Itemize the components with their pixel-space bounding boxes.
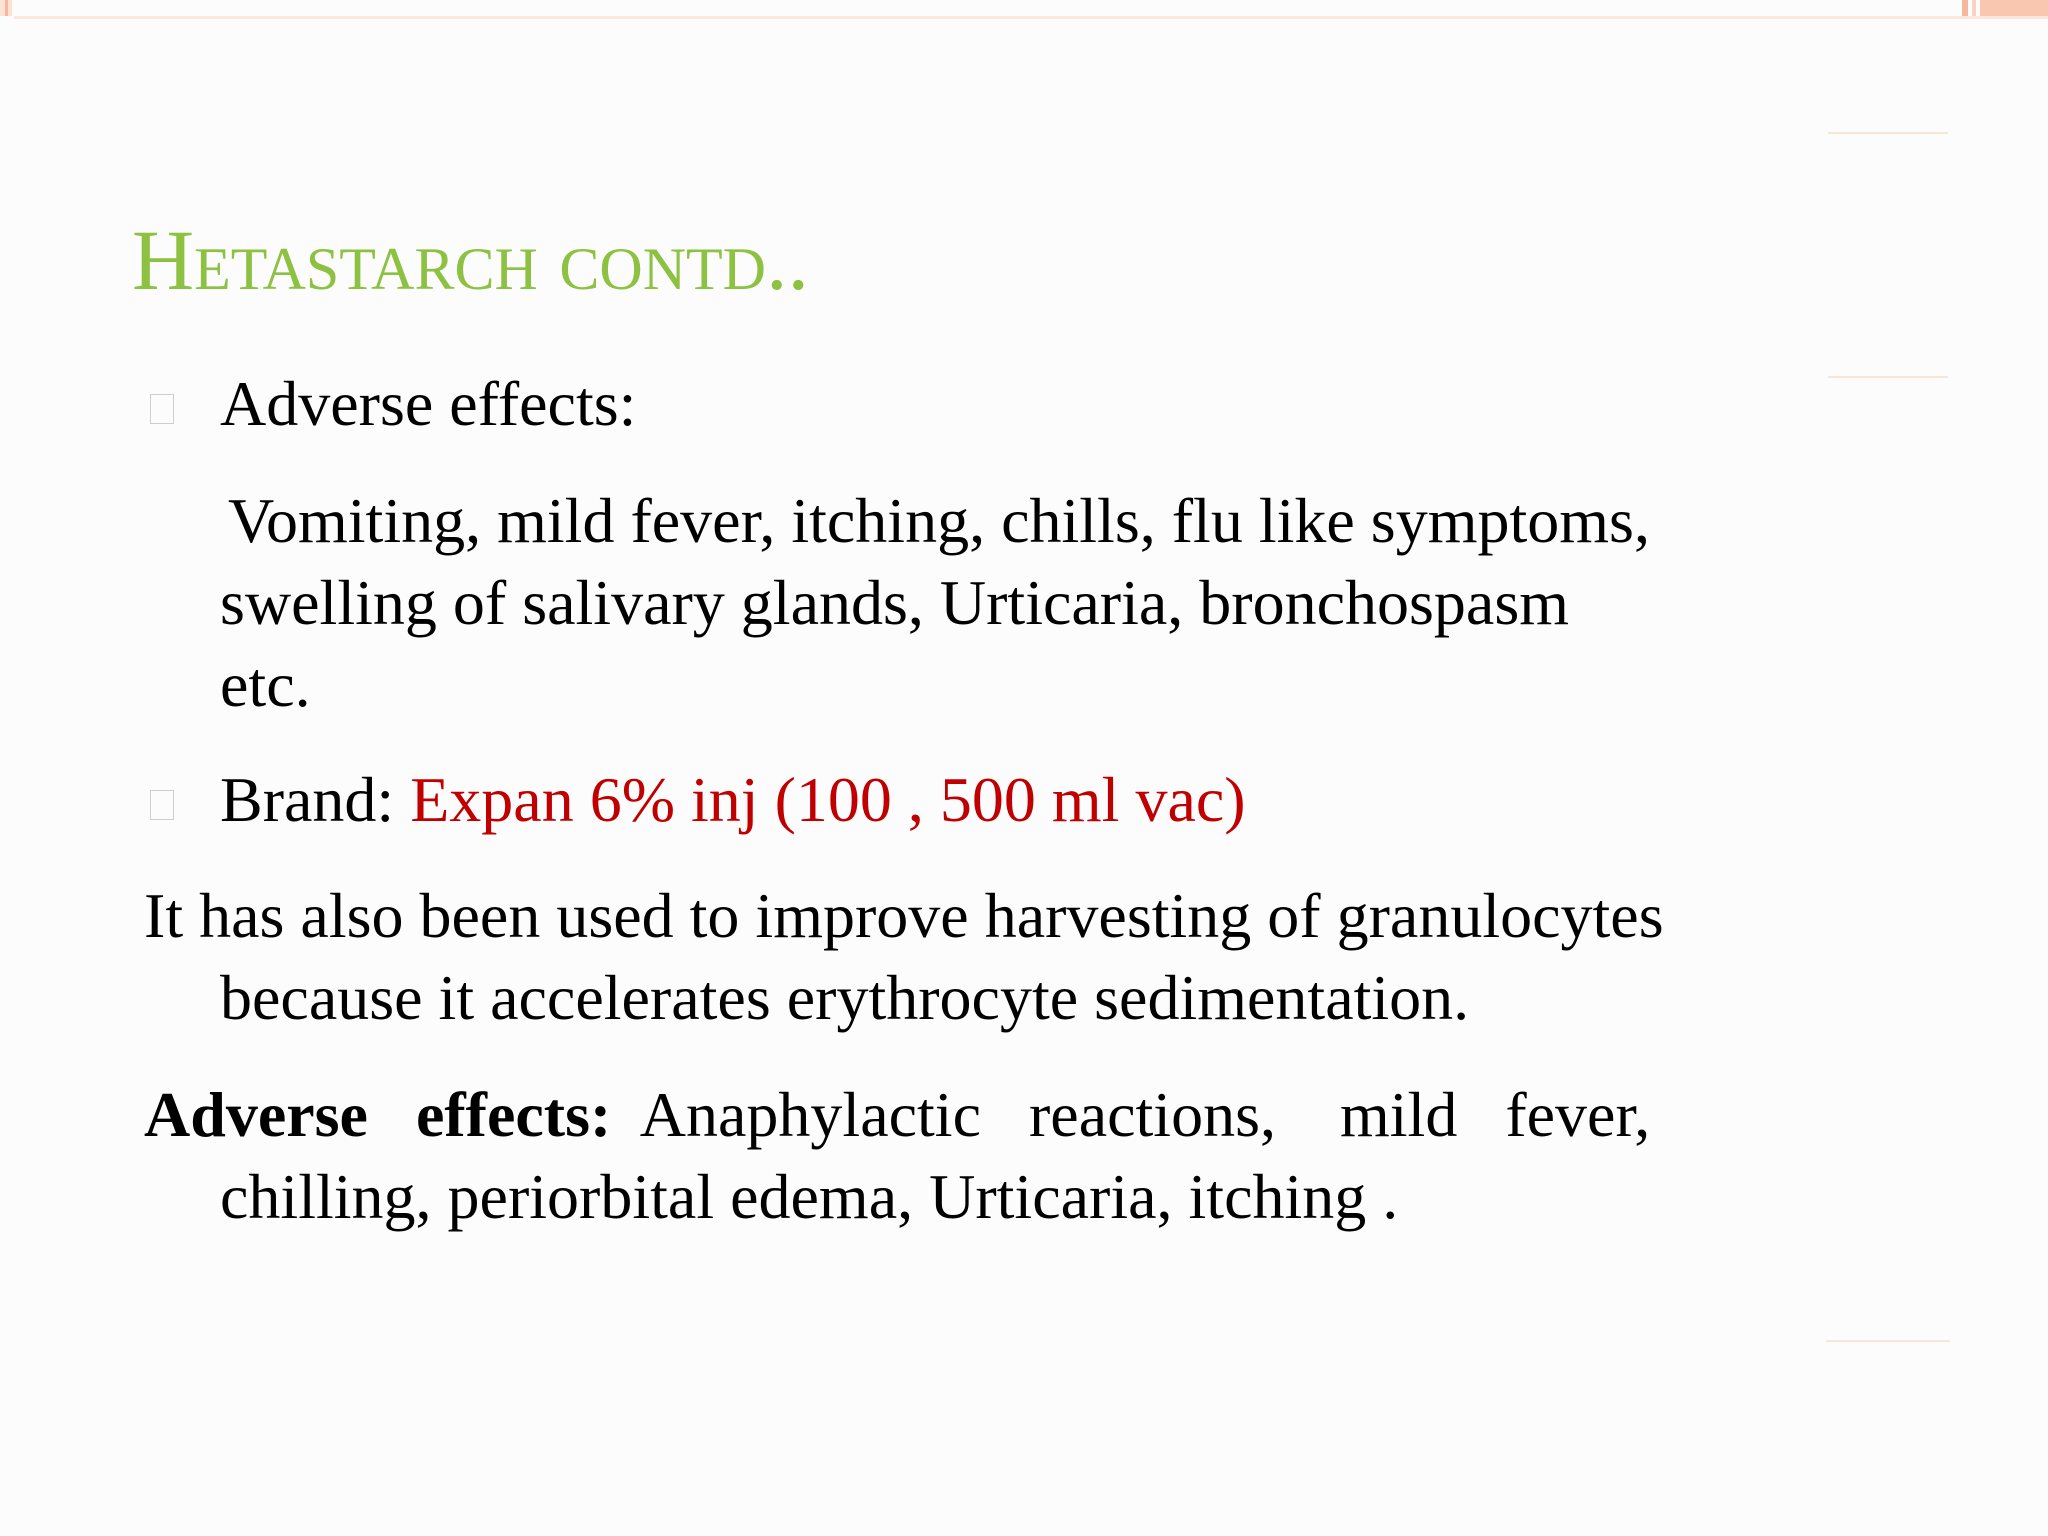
adverse-effects-2-line-2: chilling, periorbital edema, Urticaria, itching . xyxy=(220,1161,1399,1232)
brand-line xyxy=(220,759,1246,841)
faint-rule xyxy=(1826,1340,1950,1342)
paragraph-line-1: It has also been used to improve harvesting of granulocytes xyxy=(144,880,1664,951)
bullet-box-icon xyxy=(150,790,174,820)
faint-rule xyxy=(1828,376,1948,378)
bullet-adverse-effects-label: Adverse effects: xyxy=(220,368,637,439)
paragraph-line-2: because it accelerates erythrocyte sedimentation. xyxy=(220,962,1470,1033)
brand-value: Expan 6% inj (100 , 500 ml vac) xyxy=(410,764,1246,835)
adverse-effects-2-label: Adverse effects: xyxy=(144,1079,612,1150)
brand-label: Brand: xyxy=(220,764,395,835)
faint-rule xyxy=(1828,132,1948,134)
bullet-box-icon xyxy=(150,394,174,424)
adverse-effects-line-1: Vomiting, mild fever, itching, chills, flu like symptoms, xyxy=(228,485,1650,556)
adverse-effects-line-2: swelling of salivary glands, Urticaria, bronchospasm xyxy=(220,567,1569,638)
corner-decoration-right xyxy=(1958,0,2048,16)
adverse-effects-2-text: Anaphylactic reactions, mild fever, xyxy=(611,1079,1651,1150)
top-rule xyxy=(14,0,2048,19)
adverse-effects-line-3: etc. xyxy=(220,649,311,720)
slide-title: Hetastarch contd.. xyxy=(132,212,810,308)
corner-decoration-left xyxy=(0,0,12,16)
adverse-effects-2-line-1 xyxy=(144,1074,1650,1156)
